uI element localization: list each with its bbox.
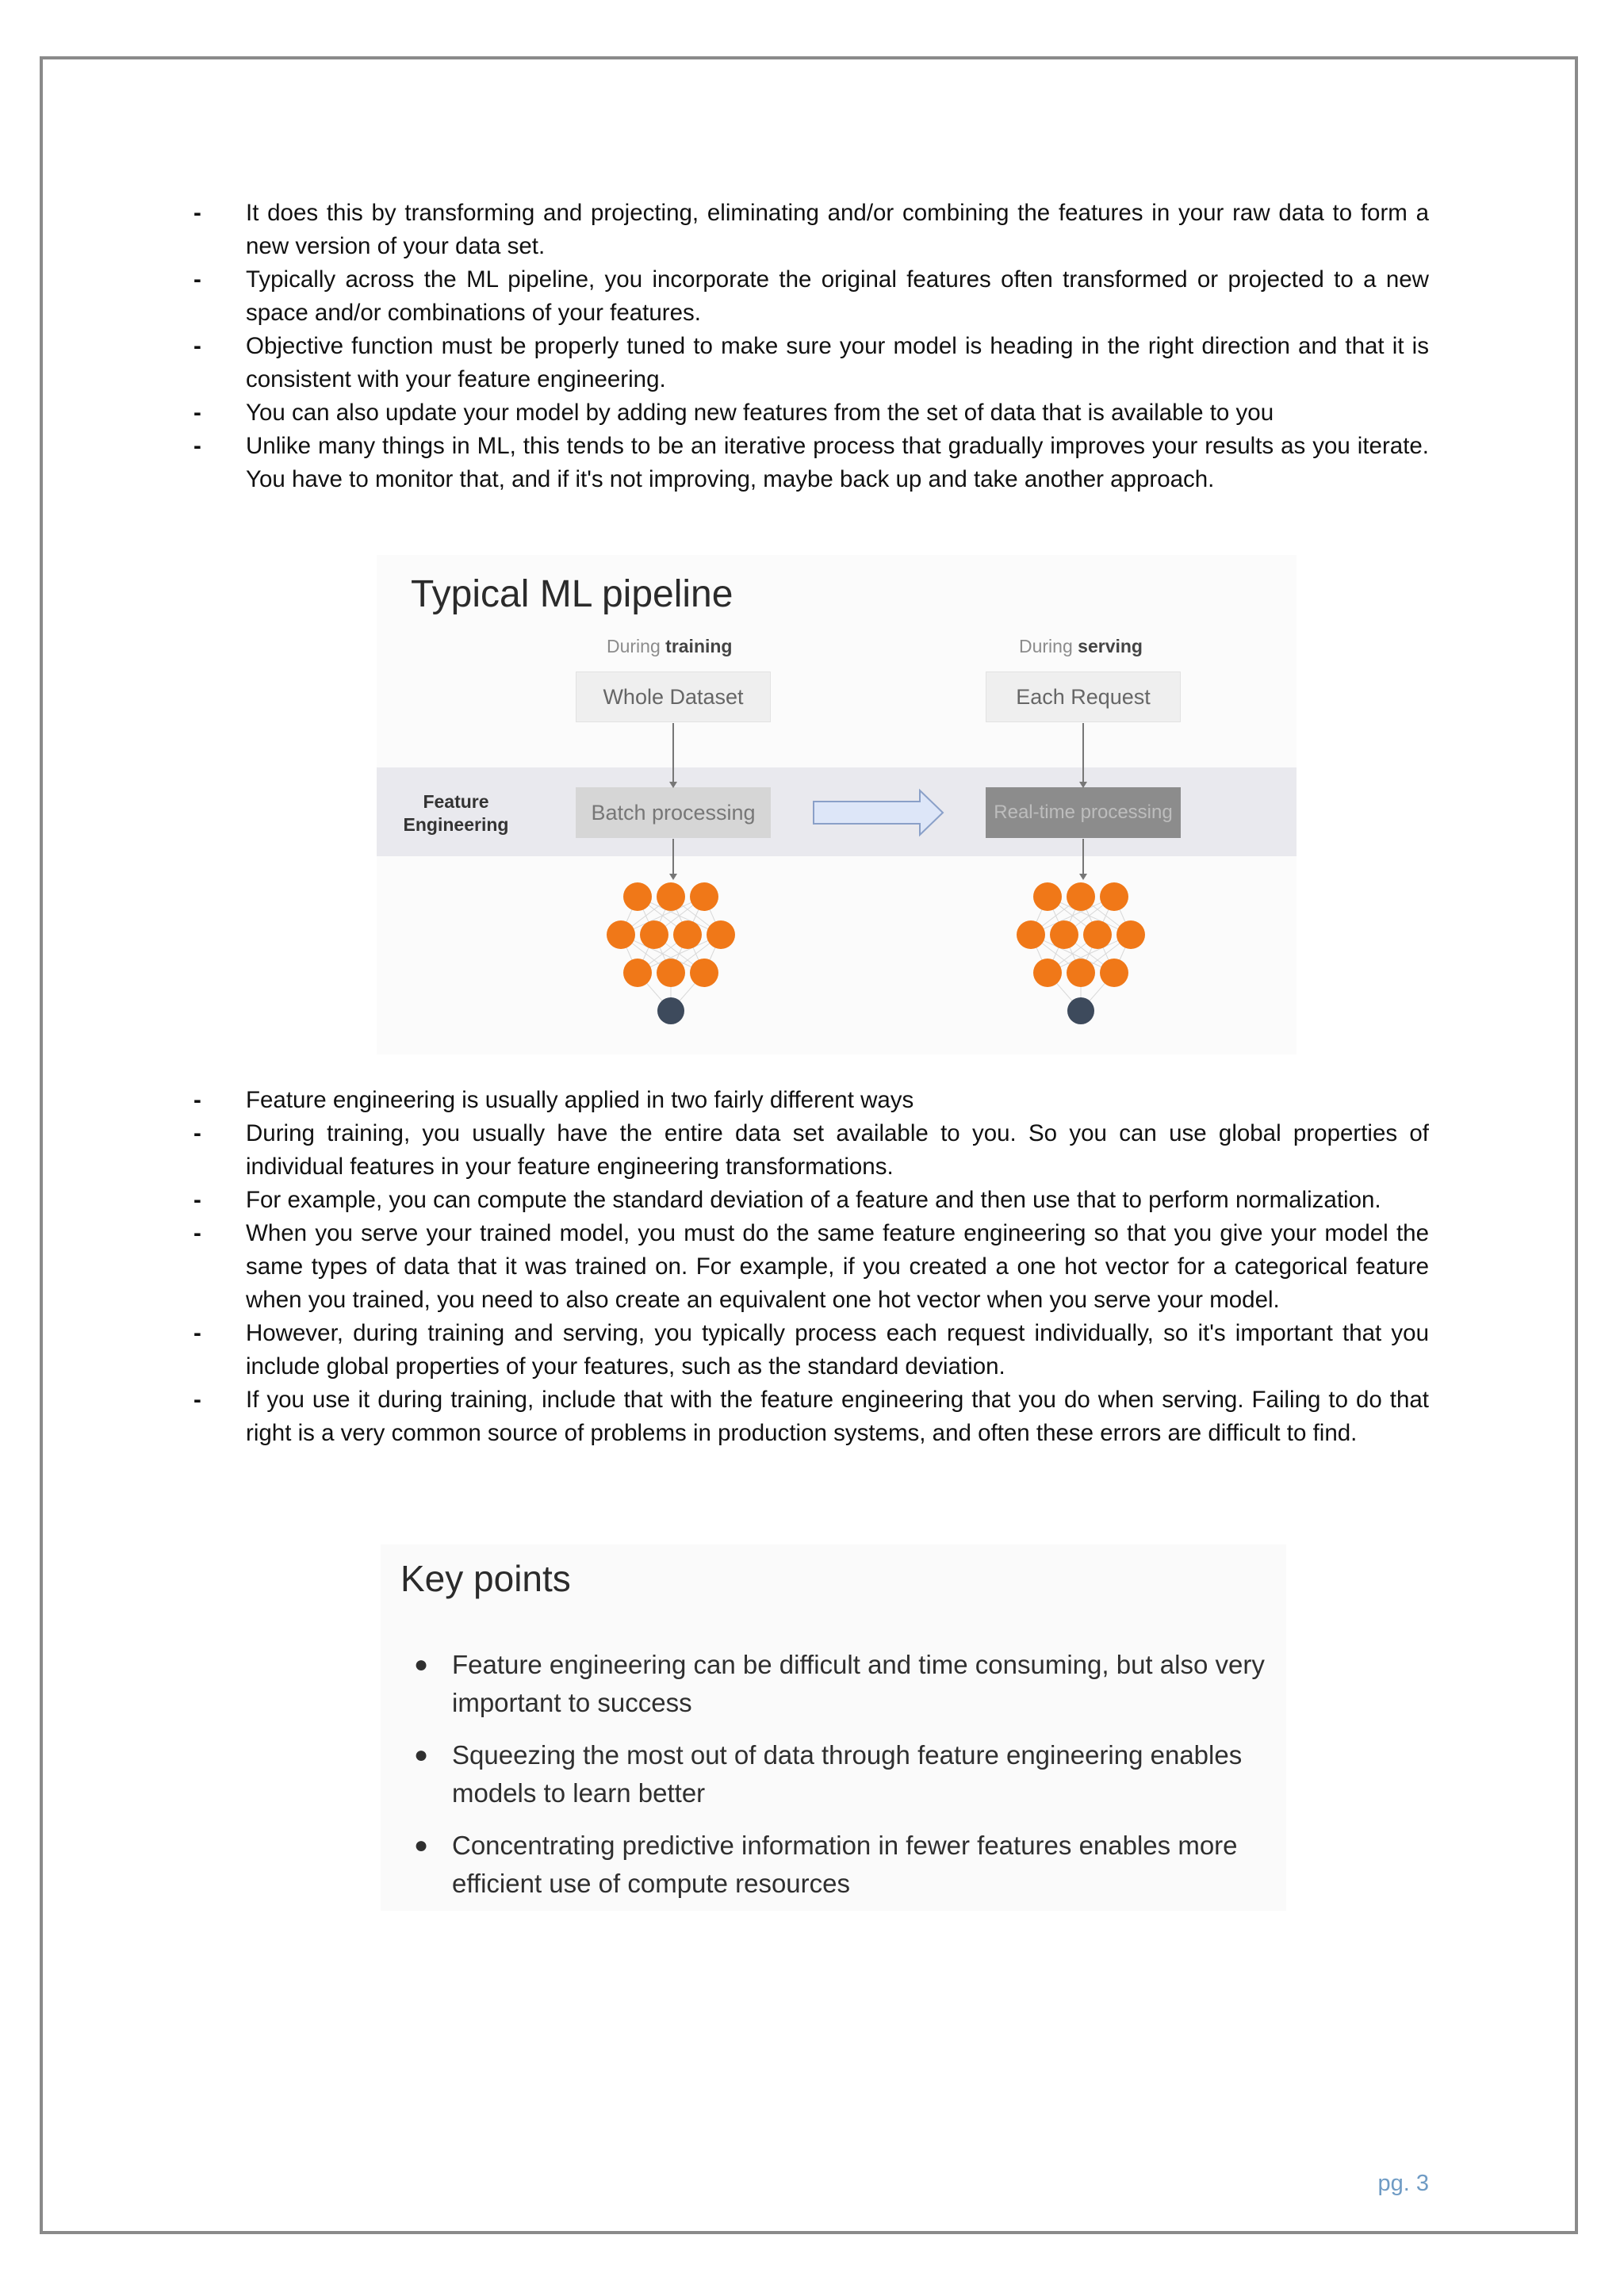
bullet-dash: -: [193, 333, 201, 359]
list-item: - You can also update your model by adding new features from the set of data that is available to you: [193, 396, 1429, 430]
neuron-node: [607, 920, 635, 949]
feature-engineering-label: Feature Engineering: [403, 791, 509, 835]
neuron-node: [1017, 920, 1045, 949]
serving-output-arrowhead: [1079, 874, 1087, 880]
neuron-node: [623, 882, 652, 911]
bullet-dash: -: [193, 200, 201, 226]
bullet-dash: -: [193, 1320, 201, 1346]
neuron-node: [690, 882, 718, 911]
list-item: - Unlike many things in ML, this tends to be an iterative process that gradually improves your results as you iterate. You have to monitor that, and if it's not improving, maybe back up and take another approach.: [193, 430, 1429, 496]
list-item: ● Squeezing the most out of data through feature engineering enables models to learn better: [412, 1736, 1269, 1812]
training-input-arrowhead: [669, 782, 677, 788]
list-item: - If you use it during training, include that with the feature engineering that you do when serving. Failing to do that right is a very common source of problems in production systems, and often these errors are difficult to find.: [193, 1383, 1429, 1450]
bullet-dash: -: [193, 1220, 201, 1246]
key-points-list: [412, 1646, 1269, 1917]
serving-neural-network: [1017, 882, 1145, 1024]
neuron-node: [673, 920, 702, 949]
bullet-dash: -: [193, 1087, 201, 1113]
pipeline-diagram: [377, 555, 1297, 1054]
list-item: - Feature engineering is usually applied in two fairly different ways: [193, 1084, 1429, 1117]
pipeline-figure: [377, 555, 1297, 1054]
list-item: - Objective function must be properly tuned to make sure your model is heading in the right direction and that it is consistent with your feature engineering.: [193, 330, 1429, 396]
bullet-dash: -: [193, 1120, 201, 1146]
bullet-dash: -: [193, 433, 201, 459]
list-item: ● Concentrating predictive information in fewer features enables more efficient use of compute resources: [412, 1827, 1269, 1903]
neuron-node: [690, 959, 718, 987]
output-node: [657, 997, 684, 1024]
list-item: - For example, you can compute the standard deviation of a feature and then use that to perform normalization.: [193, 1184, 1429, 1217]
training-phase-label: During training: [607, 636, 733, 656]
neuron-node: [1067, 882, 1095, 911]
list-item: ● Feature engineering can be difficult and time consuming, but also very important to success: [412, 1646, 1269, 1722]
each-request-box: Each Request: [986, 672, 1181, 722]
neuron-node: [640, 920, 668, 949]
neuron-node: [1100, 882, 1128, 911]
output-node: [1067, 997, 1094, 1024]
bullet-dot-icon: ●: [414, 1742, 429, 1768]
training-output-arrowhead: [669, 874, 677, 880]
list-item: - Typically across the ML pipeline, you incorporate the original features often transformed or projected to a new space and/or combinations of your features.: [193, 263, 1429, 330]
pipeline-title: Typical ML pipeline: [411, 573, 733, 615]
list-item: - When you serve your trained model, you must do the same feature engineering so that you give your model the same types of data that it was trained on. For example, if you created a one hot vector for a categorical feature when you trained, you need to also create an equivalent one hot vector when you serve your model.: [193, 1217, 1429, 1317]
list-item: - However, during training and serving, you typically process each request individually, so it's important that you include global properties of your features, such as the standard deviation.: [193, 1317, 1429, 1383]
neuron-node: [1033, 959, 1062, 987]
key-points-figure: [381, 1544, 1286, 1911]
bullet-dot-icon: ●: [414, 1832, 429, 1858]
bullet-dot-icon: ●: [414, 1651, 429, 1678]
batch-to-realtime-arrow: [814, 790, 943, 835]
serving-input-arrowhead: [1079, 782, 1087, 788]
page-number: pg. 3: [1377, 2171, 1429, 2196]
realtime-processing-box: Real-time processing: [986, 787, 1181, 838]
list-item: - During training, you usually have the entire data set available to you. So you can use global properties of individual features in your feature engineering transformations.: [193, 1117, 1429, 1184]
key-points-title: Key points: [400, 1558, 571, 1599]
list-item: - It does this by transforming and projecting, eliminating and/or combining the features in your raw data to form a new version of your data set.: [193, 197, 1429, 263]
neuron-node: [1083, 920, 1112, 949]
bullet-dash: -: [193, 1187, 201, 1213]
neuron-node: [1033, 882, 1062, 911]
whole-dataset-box: Whole Dataset: [576, 672, 771, 722]
neuron-node: [1067, 959, 1095, 987]
training-neural-network: [607, 882, 735, 1024]
main-bullet-list: [193, 1084, 1429, 1450]
serving-phase-label: During serving: [1019, 636, 1143, 656]
intro-bullet-list: [193, 197, 1429, 496]
neuron-node: [707, 920, 735, 949]
neuron-node: [657, 959, 685, 987]
bullet-dash: -: [193, 1387, 201, 1413]
neuron-node: [1050, 920, 1078, 949]
neuron-node: [657, 882, 685, 911]
neuron-node: [1116, 920, 1145, 949]
neuron-node: [1100, 959, 1128, 987]
batch-processing-box: Batch processing: [576, 787, 771, 838]
neuron-node: [623, 959, 652, 987]
bullet-dash: -: [193, 266, 201, 293]
bullet-dash: -: [193, 400, 201, 426]
